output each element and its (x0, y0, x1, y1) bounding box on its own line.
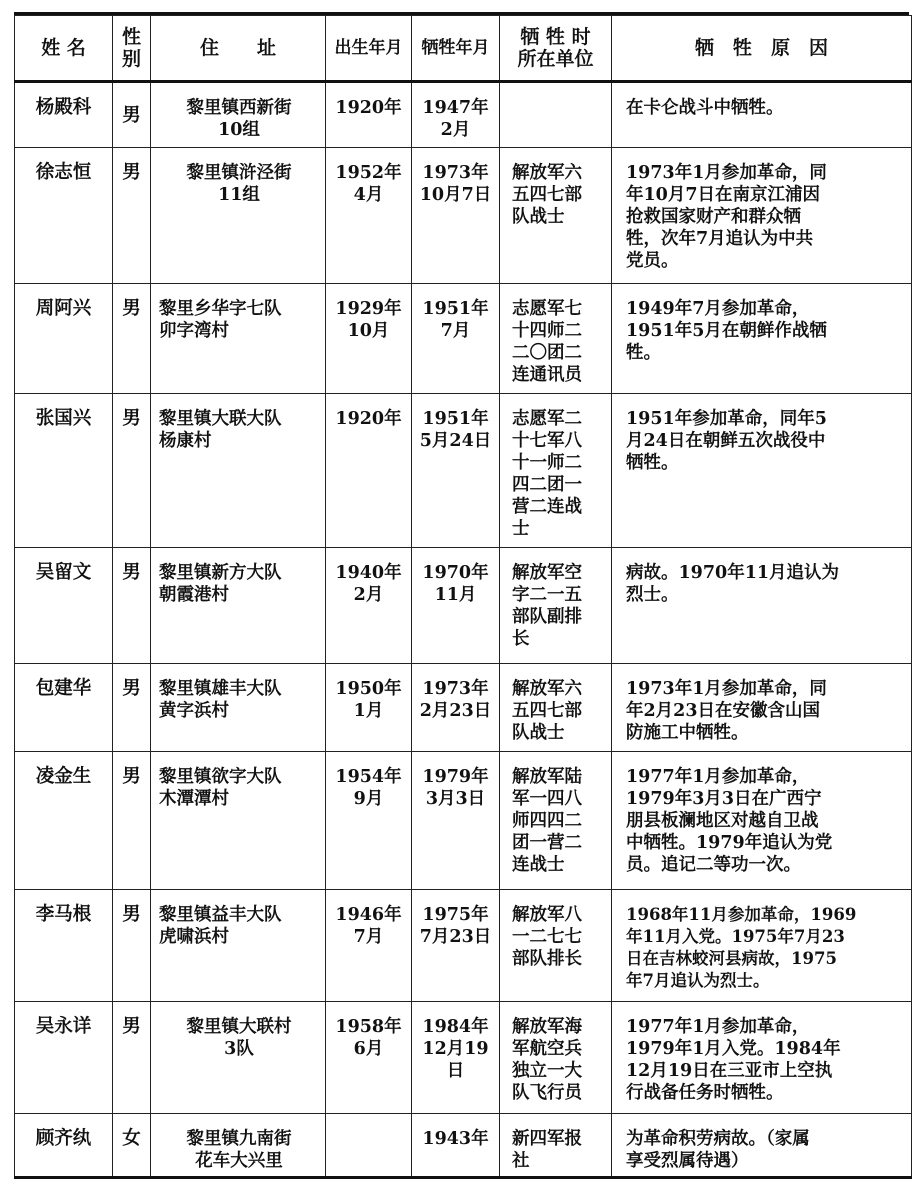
cell-death: 1979年 3月3日 (412, 752, 500, 890)
cell-death: 1973年 10月7日 (412, 148, 500, 284)
cell-unit: 解放军空 字二一五 部队副排 长 (500, 548, 612, 664)
cell-name: 吴永详 (15, 1002, 113, 1114)
header-address: 住 址 (151, 16, 326, 82)
cell-birth: 1950年 1月 (326, 664, 412, 752)
header-name: 姓 名 (15, 16, 113, 82)
table-row (15, 1002, 912, 1114)
cell-cause: 1977年1月参加革命， 1979年1月入党。1984年 12月19日在三亚市上空执 行战备任务时牺牲。 (612, 1002, 912, 1114)
cell-birth: 1952年 4月 (326, 148, 412, 284)
cell-sex: 男 (113, 664, 151, 752)
table-row (15, 664, 912, 752)
cell-death: 1975年 7月23日 (412, 890, 500, 1002)
header-death: 牺牲年月 (412, 16, 500, 82)
cell-death: 1951年 5月24日 (412, 394, 500, 548)
cell-name: 徐志恒 (15, 148, 113, 284)
cell-unit: 解放军六 五四七部 队战士 (500, 148, 612, 284)
cell-name: 周阿兴 (15, 284, 113, 394)
cell-sex: 男 (113, 548, 151, 664)
table-row (15, 752, 912, 890)
cell-name: 凌金生 (15, 752, 113, 890)
table-row (15, 1114, 912, 1178)
cell-death: 1973年 2月23日 (412, 664, 500, 752)
table-row (15, 284, 912, 394)
cell-death: 1943年 (412, 1114, 500, 1178)
cell-address: 黎里乡华字七队 卯字湾村 (151, 284, 326, 394)
cell-name: 顾齐纨 (15, 1114, 113, 1178)
table-row (15, 548, 912, 664)
cell-unit: 解放军八 一二七七 部队排长 (500, 890, 612, 1002)
cell-cause: 1973年1月参加革命，同 年10月7日在南京江浦因 抢救国家财产和群众牺 牲，次年7月追认为中共 党员。 (612, 148, 912, 284)
cell-sex: 男 (113, 890, 151, 1002)
cell-cause: 1973年1月参加革命，同 年2月23日在安徽含山国 防施工中牺牲。 (612, 664, 912, 752)
cell-address: 黎里镇益丰大队 虎啸浜村 (151, 890, 326, 1002)
cell-unit: 志愿军七 十四师二 二〇团二 连通讯员 (500, 284, 612, 394)
cell-unit: 解放军六 五四七部 队战士 (500, 664, 612, 752)
cell-address: 黎里镇大联大队 杨康村 (151, 394, 326, 548)
cell-unit: 解放军海 军航空兵 独立一大 队飞行员 (500, 1002, 612, 1114)
cell-cause: 1951年参加革命，同年5 月24日在朝鲜五次战役中 牺牲。 (612, 394, 912, 548)
cell-birth: 1958年 6月 (326, 1002, 412, 1114)
cell-address: 黎里镇西新街 10组 (151, 82, 326, 148)
cell-unit: 志愿军二 十七军八 十一师二 四二团一 营二连战 士 (500, 394, 612, 548)
cell-address: 黎里镇雄丰大队 黄字浜村 (151, 664, 326, 752)
cell-address: 黎里镇新方大队 朝霞港村 (151, 548, 326, 664)
table-row (15, 394, 912, 548)
cell-cause: 为革命积劳病故。（家属 享受烈属待遇） (612, 1114, 912, 1178)
cell-sex: 男 (113, 752, 151, 890)
cell-cause: 病故。1970年11月追认为 烈士。 (612, 548, 912, 664)
table-row (15, 890, 912, 1002)
table-row (15, 82, 912, 148)
cell-sex: 男 (113, 1002, 151, 1114)
cell-sex: 男 (113, 82, 151, 148)
cell-address: 黎里镇浒泾街 11组 (151, 148, 326, 284)
cell-birth: 1946年 7月 (326, 890, 412, 1002)
cell-cause: 在卡仑战斗中牺牲。 (612, 82, 912, 148)
header-birth: 出生年月 (326, 16, 412, 82)
cell-birth: 1954年 9月 (326, 752, 412, 890)
cell-unit (500, 82, 612, 148)
cell-name: 包建华 (15, 664, 113, 752)
cell-name: 李马根 (15, 890, 113, 1002)
cell-sex: 男 (113, 394, 151, 548)
cell-unit: 新四军报 社 (500, 1114, 612, 1178)
cell-sex: 女 (113, 1114, 151, 1178)
cell-death: 1970年 11月 (412, 548, 500, 664)
cell-name: 张国兴 (15, 394, 113, 548)
header-unit: 牺 牲 时 所在单位 (500, 16, 612, 82)
cell-name: 吴留文 (15, 548, 113, 664)
cell-address: 黎里镇九南街 花车大兴里 (151, 1114, 326, 1178)
cell-birth: 1920年 (326, 394, 412, 548)
cell-death: 1984年 12月19日 (412, 1002, 500, 1114)
cell-address: 黎里镇欲字大队 木潭潭村 (151, 752, 326, 890)
cell-unit: 解放军陆 军一四八 师四四二 团一营二 连战士 (500, 752, 612, 890)
cell-cause: 1949年7月参加革命， 1951年5月在朝鲜作战牺 牲。 (612, 284, 912, 394)
cell-birth: 1929年 10月 (326, 284, 412, 394)
martyr-roster-table (14, 15, 912, 1179)
cell-birth (326, 1114, 412, 1178)
cell-cause: 1968年11月参加革命，1969 年11月入党。1975年7月23 日在吉林蛟河县病故，1975 年7月追认为烈士。 (612, 890, 912, 1002)
cell-cause: 1977年1月参加革命， 1979年3月3日在广西宁 朋县板澜地区对越自卫战 中牺牲。1979年追认为党 员。追记二等功一次。 (612, 752, 912, 890)
cell-name: 杨殿科 (15, 82, 113, 148)
cell-birth: 1920年 (326, 82, 412, 148)
cell-birth: 1940年 2月 (326, 548, 412, 664)
header-sex: 性 别 (113, 16, 151, 82)
cell-address: 黎里镇大联村 3队 (151, 1002, 326, 1114)
cell-sex: 男 (113, 148, 151, 284)
cell-sex: 男 (113, 284, 151, 394)
table-row (15, 148, 912, 284)
header-cause: 牺 牲 原 因 (612, 16, 912, 82)
cell-death: 1951年 7月 (412, 284, 500, 394)
cell-death: 1947年 2月 (412, 82, 500, 148)
table-header-row (15, 16, 912, 82)
